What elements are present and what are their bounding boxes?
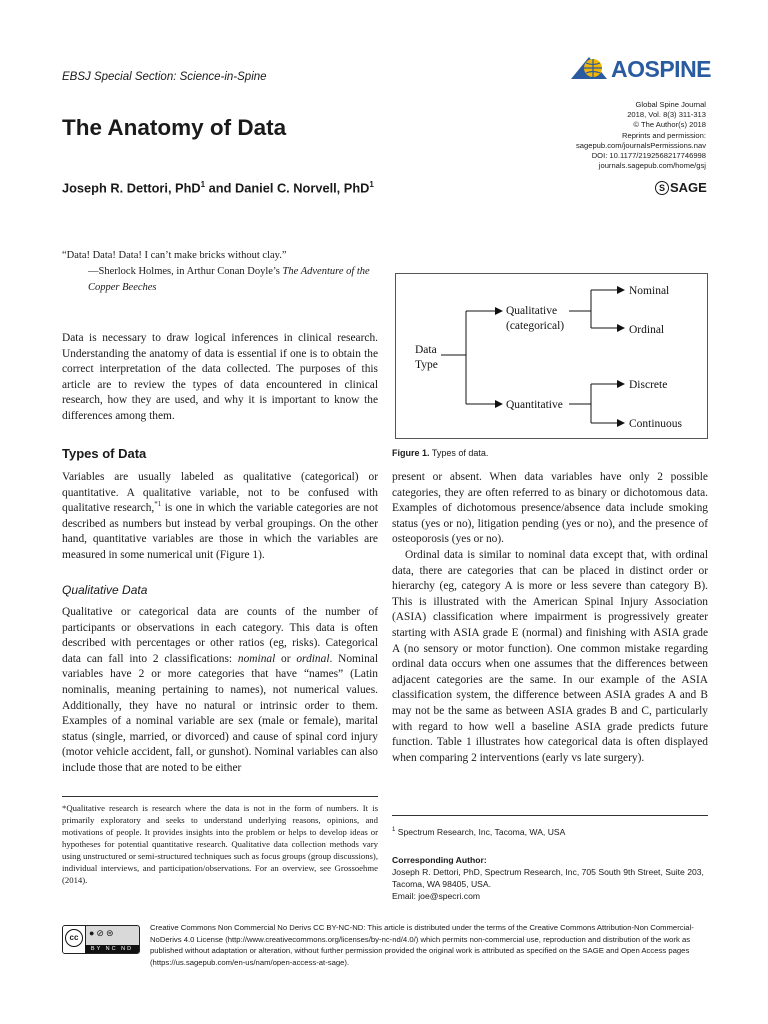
epigraph-quote: “Data! Data! Data! I can’t make bricks without clay.” <box>62 250 287 261</box>
footnote-reference[interactable]: *1 <box>154 500 162 509</box>
journal-info-link[interactable]: sagepub.com/journalsPermissions.nav <box>575 140 706 150</box>
footnote: *Qualitative research is research where the data is not in the form of numbers. It is primarily exploratory and seeks to understand underlying reasons, opinions, and motivations of people. It provides insights into the problem or helps to develop ideas or hypotheses for potential quantitative research. Qualitative data collection methods vary using unstructured or semi-structured techniques such as focus groups (group discussions), individual interviews, and participation/observations. For an overview, see Grossoehme (2014). <box>62 803 378 885</box>
node-label-data-type: Type <box>415 359 438 371</box>
article-title: The Anatomy of Data <box>62 115 287 140</box>
figure-caption-text: Types of data. <box>429 448 489 458</box>
footnote-divider <box>62 796 378 797</box>
term-nominal: nominal <box>237 652 276 665</box>
affiliation <box>392 827 565 837</box>
affiliation-marker: 1 <box>200 180 206 189</box>
journal-info <box>576 100 706 171</box>
figure-1-diagram <box>395 273 708 439</box>
corresponding-author-email[interactable]: Email: joe@specri.com <box>392 891 481 901</box>
creative-commons-icon: cc <box>63 926 86 953</box>
sage-s-icon: S <box>655 181 669 195</box>
epigraph-work-title: The Adventure of the Copper Beeches <box>88 266 370 293</box>
author-joiner: and <box>205 180 235 196</box>
figure-caption <box>392 448 488 458</box>
license-text: Creative Commons Non Commercial No Derivs CC BY-NC-ND: This article is distributed under the terms of the Creative Commons Attribution-Non Commercial-NoDerivs 4.0 License (http://www.creativecommons.org/licenses/by-nc-nd/4.0/) which permits non-commercial use, reproduction and distribution of the work as published without adaptation or alteration, without further permission provided the original work is attributed as specified on the SAGE and Open Access pages (https://us.sagepub.com/en-us/nam/open-access-at-sage). <box>150 923 694 967</box>
section-label: EBSJ Special Section: Science-in-Spine <box>62 71 267 83</box>
figure-caption-label: Figure 1. <box>392 448 430 458</box>
node-label-nominal: Nominal <box>629 285 670 297</box>
journal-info-line: © The Author(s) 2018 <box>633 120 706 130</box>
types-text: is one in which the variable categories are not described as numbers but instead by verbal groupings. On the other hand, quantitative variables are those in which the variables are measured in some numerical unit (Figure 1). <box>62 502 378 561</box>
journal-info-line: 2018, Vol. 8(3) 311-313 <box>627 110 706 120</box>
node-label-data-type: Data <box>415 344 437 356</box>
affiliation-marker: 1 <box>392 827 396 834</box>
journal-info-line: Global Spine Journal <box>635 100 706 109</box>
epigraph <box>62 248 378 296</box>
node-label-continuous: Continuous <box>629 418 683 430</box>
aospine-wordmark: AOSPINE <box>611 56 712 82</box>
node-label-qualitative: Qualitative <box>506 305 558 317</box>
journal-info-link[interactable]: journals.sagepub.com/home/gsj <box>598 161 706 171</box>
section-heading-types-of-data: Types of Data <box>62 446 147 461</box>
subsection-heading-qualitative-data: Qualitative Data <box>62 583 148 597</box>
journal-info-doi[interactable]: DOI: 10.1177/2192568217746998 <box>591 151 706 161</box>
qualitative-paragraph <box>62 605 378 777</box>
node-label-qualitative: (categorical) <box>506 320 565 332</box>
journal-info-line: Reprints and permission: <box>622 130 706 140</box>
epigraph-attribution-prefix: —Sherlock Holmes, in Arthur Conan Doyle’s <box>88 266 283 277</box>
term-ordinal: ordinal <box>296 652 330 665</box>
affiliation-marker: 1 <box>369 180 374 189</box>
sage-wordmark: SAGE <box>670 180 707 195</box>
node-label-ordinal: Ordinal <box>629 324 665 336</box>
ordinal-paragraph: Ordinal data is similar to nominal data except that, with ordinal data, there are categories that can be placed in distinct order or hierarchy (eg, category A is more or less severe than category B). This is illustrated with the American Spinal Injury Association (ASIA) classification where impairment is progressively greater starting with ASIA grade E (normal) and finishing with ASIA grade A (no sensory or motor function). One common mistake regarding ordinal data occurs when one assumes that the differences between adjacent categories are the same. In our example of the ASIA classification system, the difference between ASIA grades A and B may not be the same as between ASIA grades B and C, particularly with regard to how well a baseline ASIA grade predicts future function. Table 1 illustrates how categorical data is often displayed when comparing 2 interventions (early vs late surgery). <box>392 548 708 764</box>
badge-license-code: BY NC ND <box>85 945 139 953</box>
qualitative-text: or <box>275 652 297 665</box>
qualitative-text: Qualitative or categorical data are counts of the number of participants or observations in each category. This data is often described with percentages or other ratios (eg, risks). Categorical data can fall into 2 classifications: <box>62 606 378 665</box>
author-name: Joseph R. Dettori, PhD <box>62 180 201 196</box>
epigraph-attribution <box>62 264 378 296</box>
types-text: Variables are usually labeled as qualitative (categorical) or quantitative. A qualitative variable, not to be confused with qualitative research, <box>62 471 378 515</box>
intro-paragraph: Data is necessary to draw logical inferences in clinical research. Understanding the anatomy of data is essential if one is to obtain the correct interpretation of the data collected. The purposes of this article are to review the types of data encountered in clinical research, how they are used, and why it is important to know the differences among them. <box>62 332 378 422</box>
sage-logo <box>655 180 707 195</box>
affiliation-text: Spectrum Research, Inc, Tacoma, WA, USA <box>395 827 566 837</box>
qualitative-text: . Nominal variables have 2 or more categories that have “names” (Latin nominalis, meaning pertaining to names), not numerical values. Additionally, they have no natural or intrinsic order to them. Examples of a nominal variable are sex (male or female), marital status (single, married, or divorced) and cause of spinal cord injury (motor vehicle accident, fall, or gunshot). Nominal variables can also include those that are noted to be either <box>62 652 378 774</box>
right-column-text <box>392 470 708 766</box>
creative-commons-badge[interactable] <box>62 925 140 954</box>
corresponding-author-title: Corresponding Author: <box>392 855 487 865</box>
corresponding-author <box>392 854 710 902</box>
by-nc-nd-icons: ●⊘⊜ <box>89 928 116 938</box>
author-name: Daniel C. Norvell, PhD <box>234 180 370 196</box>
nominal-continued-paragraph: present or absent. When data variables have only 2 possible categories, they are often referred to as binary or dichotomous data. Examples of dichotomous presence/absence data include smoking status (yes or no), litigation pending (yes or no), and the presence of osteoporosis (yes or no). <box>392 471 708 546</box>
affiliation-divider <box>392 815 708 816</box>
authors <box>62 180 374 195</box>
corresponding-author-address: Joseph R. Dettori, PhD, Spectrum Research, Inc, 705 South 9th Street, Suite 203, Tacoma, WA 98405, USA. <box>392 867 704 889</box>
data-types-tree <box>396 274 707 438</box>
node-label-quantitative: Quantitative <box>506 399 563 411</box>
node-label-discrete: Discrete <box>629 379 668 391</box>
types-paragraph <box>62 470 378 564</box>
